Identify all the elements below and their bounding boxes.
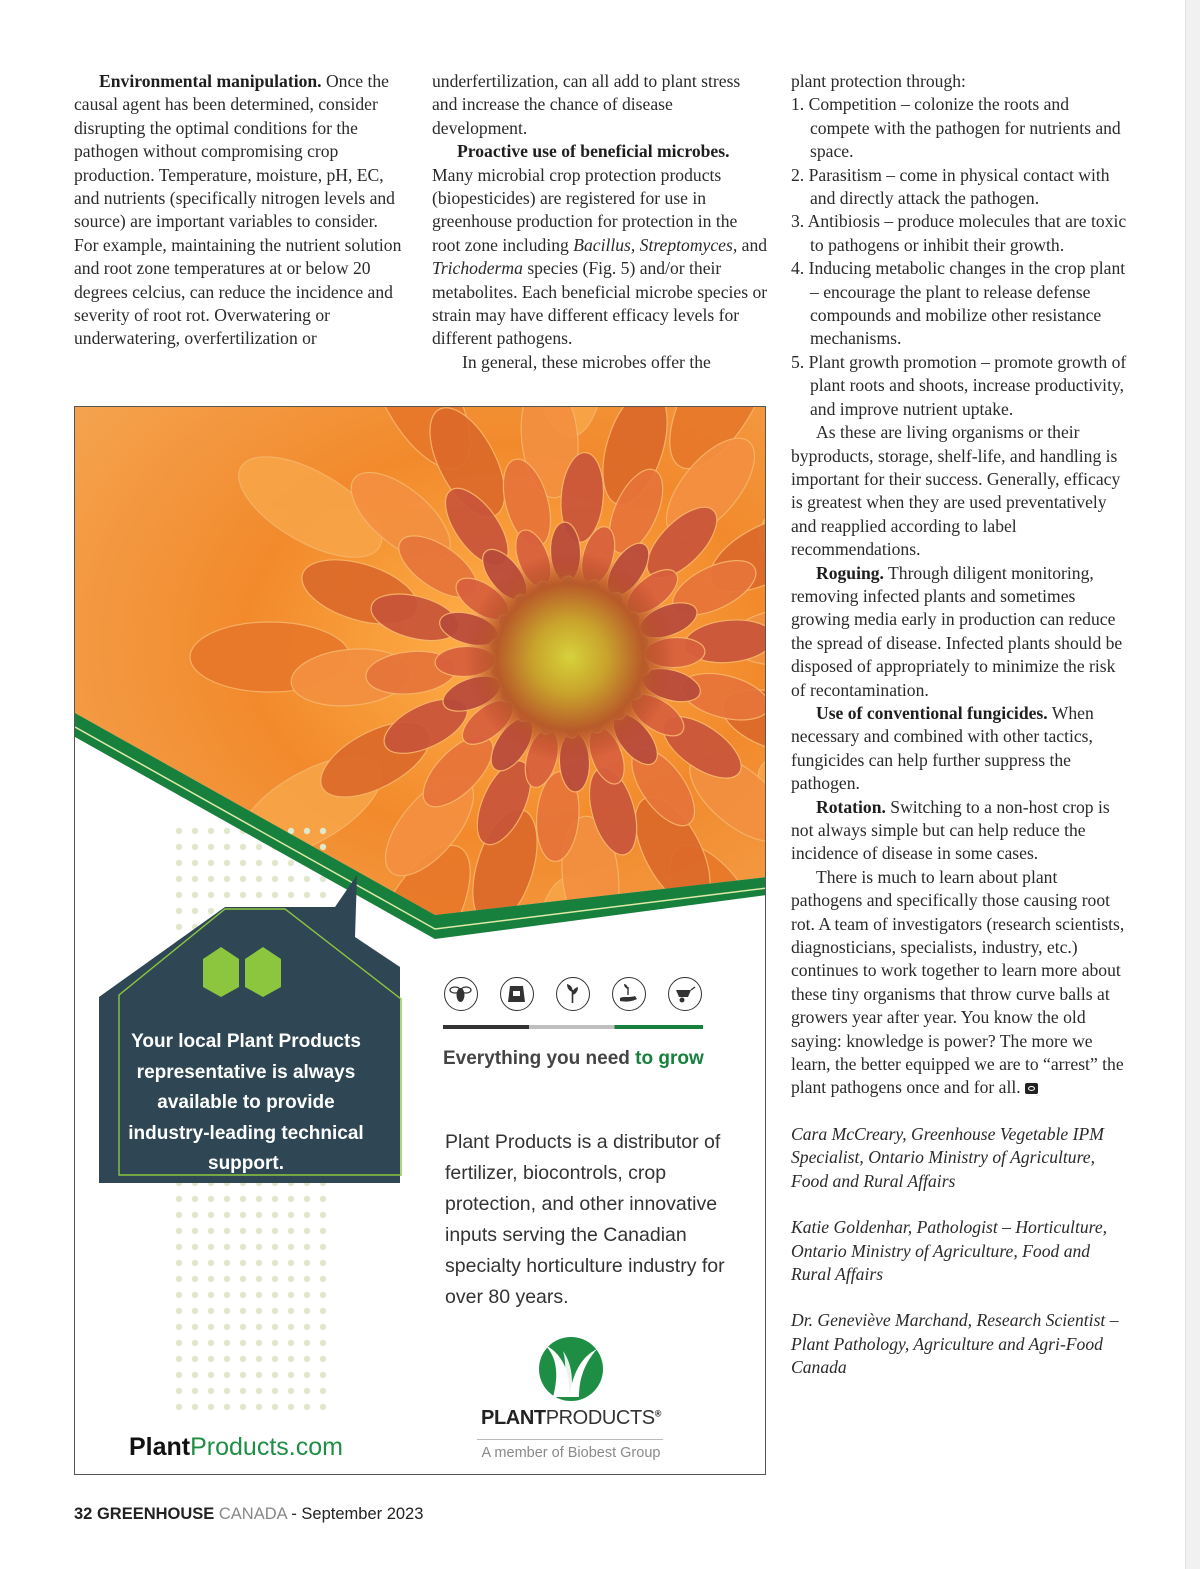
protection-mechanisms-list	[791, 93, 1129, 421]
plant-products-url[interactable]: PlantProducts.com	[129, 1433, 343, 1461]
byline: Katie Goldenhar, Pathologist – Horticulture, Ontario Ministry of Agriculture, Food and Rural Affairs	[791, 1217, 1108, 1284]
member-of-biobest: A member of Biobest Group	[481, 1445, 661, 1461]
page-number: 32	[74, 1505, 93, 1523]
tricolor-divider	[443, 1025, 703, 1029]
representative-quote: Your local Plant Products representative is always available to provide industry-leading technical support.	[128, 1031, 364, 1175]
wheelbarrow-icon	[668, 977, 702, 1011]
logo-divider	[477, 1439, 663, 1440]
list-item: 5. Plant growth promotion – promote growth of plant roots and shoots, increase productivity, and improve nutrient uptake.	[791, 351, 1127, 419]
fertilizer-bag-icon	[500, 977, 534, 1011]
subhead-beneficial-microbes: Proactive use of beneficial microbes.	[457, 141, 730, 162]
paragraph-closing: There is much to learn about plant pathogens and specifically those causing root rot. A team of investigators (research scientists, diagnosticians, specialists, industry, etc.) continues to work together to learn more about these tiny organisms that throw curve balls at growers year after year. You know the old saying: knowledge is power? The more we learn, the better equipped we are to “arrest” the plant pathogens once and for all.	[791, 866, 1125, 1098]
paragraph-environmental-manipulation: Environmental manipulation. Once the causal agent has been determined, consider disrupting the optimal conditions for the pathogen without compromising crop production. Temperature, moisture, pH, EC, and nutrients (specifically nitrogen levels and source) are important variables to consider. For example, maintaining the nutrient solution and root zone temperatures at or below 20 degrees celcius, can reduce the incidence and severity of root rot. Overwatering or underwatering, overfertilization or	[74, 71, 402, 349]
article-column-3	[791, 70, 1129, 1380]
page-edge	[1185, 0, 1200, 1569]
article-column-1	[74, 70, 404, 351]
list-item: 1. Competition – colonize the roots and compete with the pathogen for nutrients and space.	[791, 94, 1121, 162]
byline: Dr. Geneviève Marchand, Research Scientist – Plant Pathology, Agriculture and Agri-Food Canada	[791, 1310, 1119, 1378]
paragraph-fungicides: Use of conventional fungicides. When necessary and combined with other tactics, fungicides can help further suppress the pathogen.	[791, 702, 1094, 794]
dahlia-flower-photo	[75, 407, 766, 1475]
issue-date: - September 2023	[286, 1505, 424, 1523]
subhead-environmental-manipulation: Environmental manipulation.	[99, 71, 322, 91]
list-item: 3. Antibiosis – produce molecules that are toxic to pathogens or inhibit their growth.	[791, 211, 1127, 255]
paragraph-microbes-offer: In general, these microbes offer the	[462, 351, 711, 372]
magazine-name: GREENHOUSE	[92, 1505, 215, 1523]
list-intro: plant protection through:	[791, 71, 966, 91]
ad-description: Plant Products is a distributor of fertilizer, biocontrols, crop protection, and other innovative inputs serving the Canadian specialty horticulture industry for over 80 years.	[445, 1131, 725, 1308]
list-item: 4. Inducing metabolic changes in the crop plant – encourage the plant to release defense compounds and mobilize other resistance mechanisms.	[791, 258, 1126, 349]
paragraph-beneficial-microbes: Proactive use of beneficial microbes. Many microbial crop protection products (biopesticides) are registered for use in greenhouse production for protection in the root zone including Bacillus, Streptomyces, and Trichoderma species (Fig. 5) and/or their metabolites. Each beneficial microbe species or strain may have different efficacy levels for different pathogens.	[432, 141, 768, 349]
article-column-2	[432, 70, 768, 374]
paragraph-living-organisms: As these are living organisms or their byproducts, storage, shelf-life, and handling is important for their success. Generally, efficacy is greatest when they are used preventatively and reapplied according to label recommendations.	[791, 422, 1121, 560]
subhead-rotation: Rotation.	[816, 796, 886, 817]
product-category-icons	[441, 977, 711, 1017]
paragraph-continuation: underfertilization, can all add to plant stress and increase the chance of disease development.	[432, 71, 741, 138]
byline: Cara McCreary, Greenhouse Vegetable IPM Specialist, Ontario Ministry of Agriculture, Food and Rural Affairs	[791, 1123, 1104, 1191]
ad-tagline: Everything you need to grow	[443, 1048, 704, 1069]
list-item: 2. Parasitism – come in physical contact with and directly attack the pathogen.	[791, 164, 1110, 209]
paragraph-rotation: Rotation. Switching to a non-host crop is not always simple but can help reduce the incidence of disease in some cases.	[791, 796, 1110, 864]
bee-icon	[444, 977, 478, 1011]
sprout-icon	[556, 977, 590, 1011]
hand-plant-icon	[612, 977, 646, 1011]
logo-wordmark: PLANTPRODUCTS®	[481, 1407, 661, 1429]
subhead-roguing: Roguing.	[816, 562, 884, 583]
page-footer: 32 GREENHOUSE CANADA - September 2023	[74, 1505, 424, 1523]
end-of-article-icon	[1025, 1083, 1038, 1094]
paragraph-roguing: Roguing. Through diligent monitoring, removing infected plants and sometimes growing media early in production can reduce the spread of disease. Infected plants should be disposed of appropriately to minimize the risk of recontamination.	[791, 562, 1123, 700]
plant-products-advertisement	[74, 406, 766, 1475]
subhead-fungicides: Use of conventional fungicides.	[816, 702, 1048, 723]
